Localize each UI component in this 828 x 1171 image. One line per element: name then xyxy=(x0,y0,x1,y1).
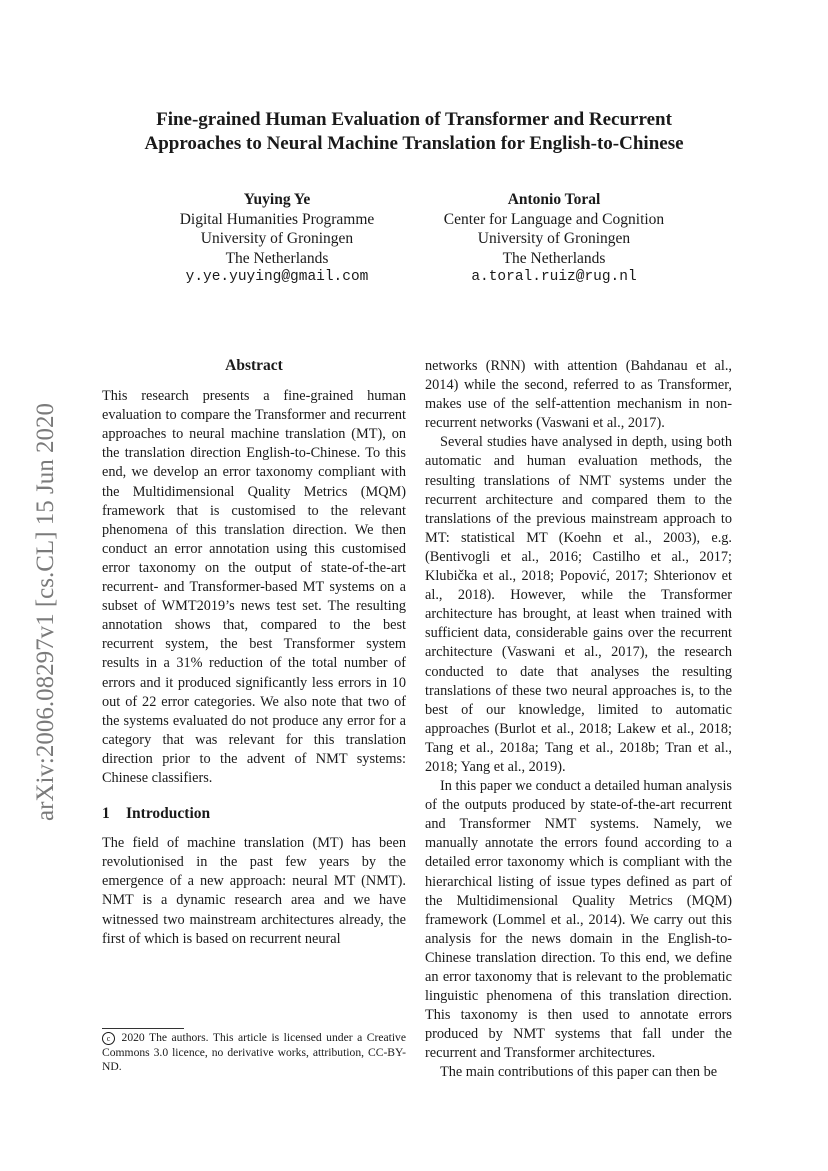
intro-paragraph-1-continued: networks (RNN) with attention (Bahdanau et al., 2014) while the second, referred to as Transformer, makes use of the self-attention mechanism in non-recurrent networks (Vaswani et al., 2017). xyxy=(425,358,732,432)
author-country: The Netherlands xyxy=(502,249,606,267)
intro-paragraph-3: In this paper we conduct a detailed human analysis of the outputs produced by state-of-the-art recurrent and Transformer NMT systems. Namely, we manually annotate the errors found according to a detailed error taxonomy which is compliant with the hierarchical listing of issue types defined as part of the Multidimensional Quality Metrics (MQM) framework (Lommel et al., 2014). We carry out this analysis for the news domain in the English-to-Chinese translation direction. To this end, we define an error taxonomy that is relevant to the problematic linguistic phenomena of this translation direction. This taxonomy is then used to annotate errors produced by NMT systems that fall under the recurrent and Transformer architectures. xyxy=(425,778,732,1062)
author-name: Antonio Toral xyxy=(507,191,601,208)
section-title: Introduction xyxy=(126,805,211,823)
title-line-2: Approaches to Neural Machine Translation for English-to-Chinese xyxy=(144,133,684,154)
author-name: Yuying Ye xyxy=(243,191,311,208)
intro-paragraph-2: Several studies have analysed in depth, using both automatic and human evaluation methods, the resulting translations of NMT systems under the recurrent architecture and compared them to the translations of the previous mainstream approach to MT: statistical MT (Koehn et al., 2003), e.g. (Bentivogli et al., 2016; Castilho et al., 2017; Klubička et al., 2018; Popović, 2017; Shterionov et al., 2018). However, while the Transformer architecture has brought, at least when trained with sufficient data, considerable gains over the recurrent architecture (Vaswani et al., 2017), the research conducted to date that analyses the resulting translations of these two neural approaches is, to the best of our knowledge, limited to automatic approaches (Burlot et al., 2018; Lakew et al., 2018; Tang et al., 2018a; Tang et al., 2018b; Tran et al., 2018; Yang et al., 2019). xyxy=(425,434,732,775)
author-block-1 xyxy=(127,190,427,288)
author-affiliation: Center for Language and Cognition xyxy=(443,210,665,228)
abstract-heading: Abstract xyxy=(225,357,283,374)
section-heading-introduction xyxy=(102,804,406,823)
arxiv-identifier: arXiv:2006.08297v1 [cs.CL] 15 Jun 2020 xyxy=(32,402,59,822)
intro-paragraph-1: The field of machine translation (MT) has been revolutionised in the past few years by the emergence of a new approach: neural MT (NMT). NMT is a dynamic research area and we have witnessed two mainstream architectures already, the first of which is based on recurrent neural xyxy=(102,835,406,947)
right-column xyxy=(425,357,732,1083)
author-affiliation: Digital Humanities Programme xyxy=(179,210,375,228)
copyright-footnote xyxy=(102,1031,406,1075)
author-email: a.toral.ruiz@rug.nl xyxy=(471,269,637,285)
author-country: The Netherlands xyxy=(225,249,329,267)
left-column xyxy=(102,356,406,949)
copyright-icon: c xyxy=(102,1032,115,1045)
author-institution: University of Groningen xyxy=(200,230,354,247)
section-number: 1 xyxy=(102,805,110,823)
author-email: y.ye.yuying@gmail.com xyxy=(185,269,369,285)
author-block-2 xyxy=(404,190,704,288)
title-line-1: Fine-grained Human Evaluation of Transformer and Recurrent xyxy=(156,109,672,130)
footnote-divider xyxy=(102,1028,184,1029)
author-institution: University of Groningen xyxy=(477,230,631,247)
paper-title xyxy=(0,108,828,156)
abstract-text: This research presents a fine-grained human evaluation to compare the Transformer and recurrent approaches to neural machine translation (MT), on the translation direction English-to-Chinese. To this end, we develop an error taxonomy compliant with the Multidimensional Quality Metrics (MQM) framework that is customised to the relevant phenomena of this translation direction. We then conduct an error annotation using this customised error taxonomy on the output of state-of-the-art recurrent- and Transformer-based MT systems on a subset of WMT2019’s news test set. The resulting annotation shows that, compared to the best recurrent system, the best Transformer system results in a 31% reduction of the total number of errors and it produced significantly less errors in 10 out of 22 error categories. We also note that two of the systems evaluated do not produce any error for a category that was relevant for this translation direction prior to the advent of NMT systems: Chinese classifiers. xyxy=(102,388,406,786)
intro-paragraph-4: The main contributions of this paper can then be xyxy=(440,1064,718,1081)
footnote-text: 2020 The authors. This article is licensed under a Creative Commons 3.0 licence, no derivative works, attribution, CC-BY-ND. xyxy=(102,1031,406,1074)
